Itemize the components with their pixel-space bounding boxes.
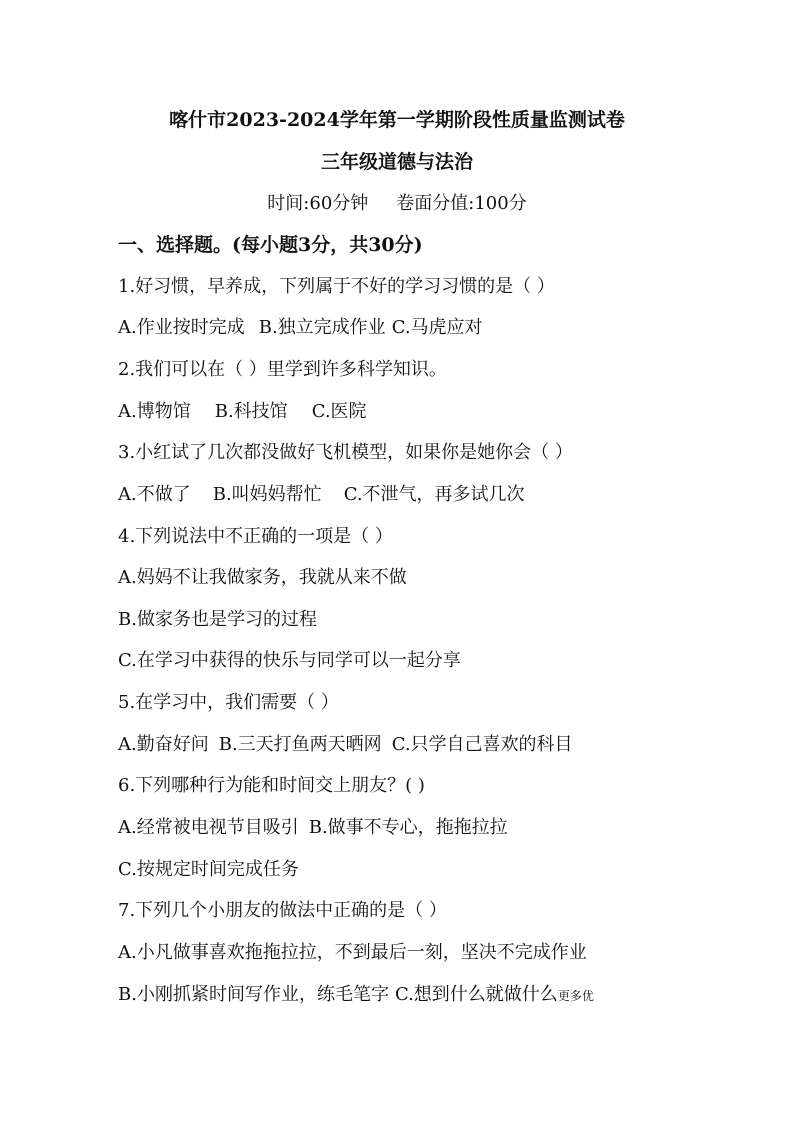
question-6-option-c: C.按规定时间完成任务 — [118, 859, 299, 880]
option-b: B.独立完成作业 — [258, 317, 386, 338]
question-2: 2.我们可以在（ ）里学到许多科学知识。 — [118, 359, 447, 380]
question-7: 7.下列几个小朋友的做法中正确的是（ ） — [118, 900, 447, 921]
exam-subtitle: 三年级道德与法治 — [320, 151, 473, 173]
option-c: C.医院 — [311, 401, 367, 422]
question-6: 6.下列哪种行为能和时间交上朋友？( ) — [118, 775, 425, 796]
question-4: 4.下列说法中不正确的一项是（ ） — [118, 526, 393, 547]
option-a: A.勤奋好问 — [118, 734, 209, 755]
question-4-option-b: B.做家务也是学习的过程 — [118, 609, 317, 630]
question-4-option-a: A.妈妈不让我做家务，我就从来不做 — [118, 567, 407, 588]
question-3-options — [118, 480, 525, 506]
question-5: 5.在学习中，我们需要（ ） — [118, 692, 339, 713]
option-c: C.只学自己喜欢的科目 — [391, 734, 573, 755]
question-1: 1.好习惯，早养成，下列属于不好的学习习惯的是（ ） — [118, 276, 555, 297]
section-heading: 一、选择题。(每小题3分，共30分) — [118, 234, 423, 256]
option-c: C.想到什么就做什么 — [394, 984, 558, 1005]
option-b: B.做事不专心，拖拖拉拉 — [308, 817, 508, 838]
option-a: A.不做了 — [118, 484, 191, 505]
question-2-options — [118, 397, 367, 423]
option-b: B.叫妈妈帮忙 — [212, 484, 322, 505]
footer-fragment: 更多优 — [557, 989, 594, 1003]
exam-meta — [0, 189, 794, 215]
option-a: A.经常被电视节目吸引 — [118, 817, 299, 838]
question-4-option-c: C.在学习中获得的快乐与同学可以一起分享 — [118, 650, 461, 671]
option-b: B.小刚抓紧时间写作业，练毛笔字 — [118, 984, 389, 1005]
option-a: A.博物馆 — [118, 401, 191, 422]
option-b: B.三天打鱼两天晒网 — [218, 734, 382, 755]
option-c: C.马虎应对 — [391, 317, 483, 338]
option-a: A.作业按时完成 — [118, 317, 245, 338]
exam-title: 喀什市2023-2024学年第一学期阶段性质量监测试卷 — [169, 109, 625, 131]
question-7-options-bc — [118, 980, 594, 1006]
option-b: B.科技馆 — [214, 401, 288, 422]
question-1-options — [118, 313, 483, 339]
question-6-options — [118, 813, 508, 839]
question-3: 3.小红试了几次都没做好飞机模型，如果你是她你会（ ） — [118, 442, 573, 463]
time-info: 时间:60分钟 — [267, 193, 369, 214]
question-5-options — [118, 730, 573, 756]
question-7-option-a: A.小凡做事喜欢拖拖拉拉，不到最后一刻，坚决不完成作业 — [118, 942, 587, 963]
score-info: 卷面分值:100分 — [396, 193, 527, 214]
option-c: C.不泄气，再多试几次 — [343, 484, 525, 505]
